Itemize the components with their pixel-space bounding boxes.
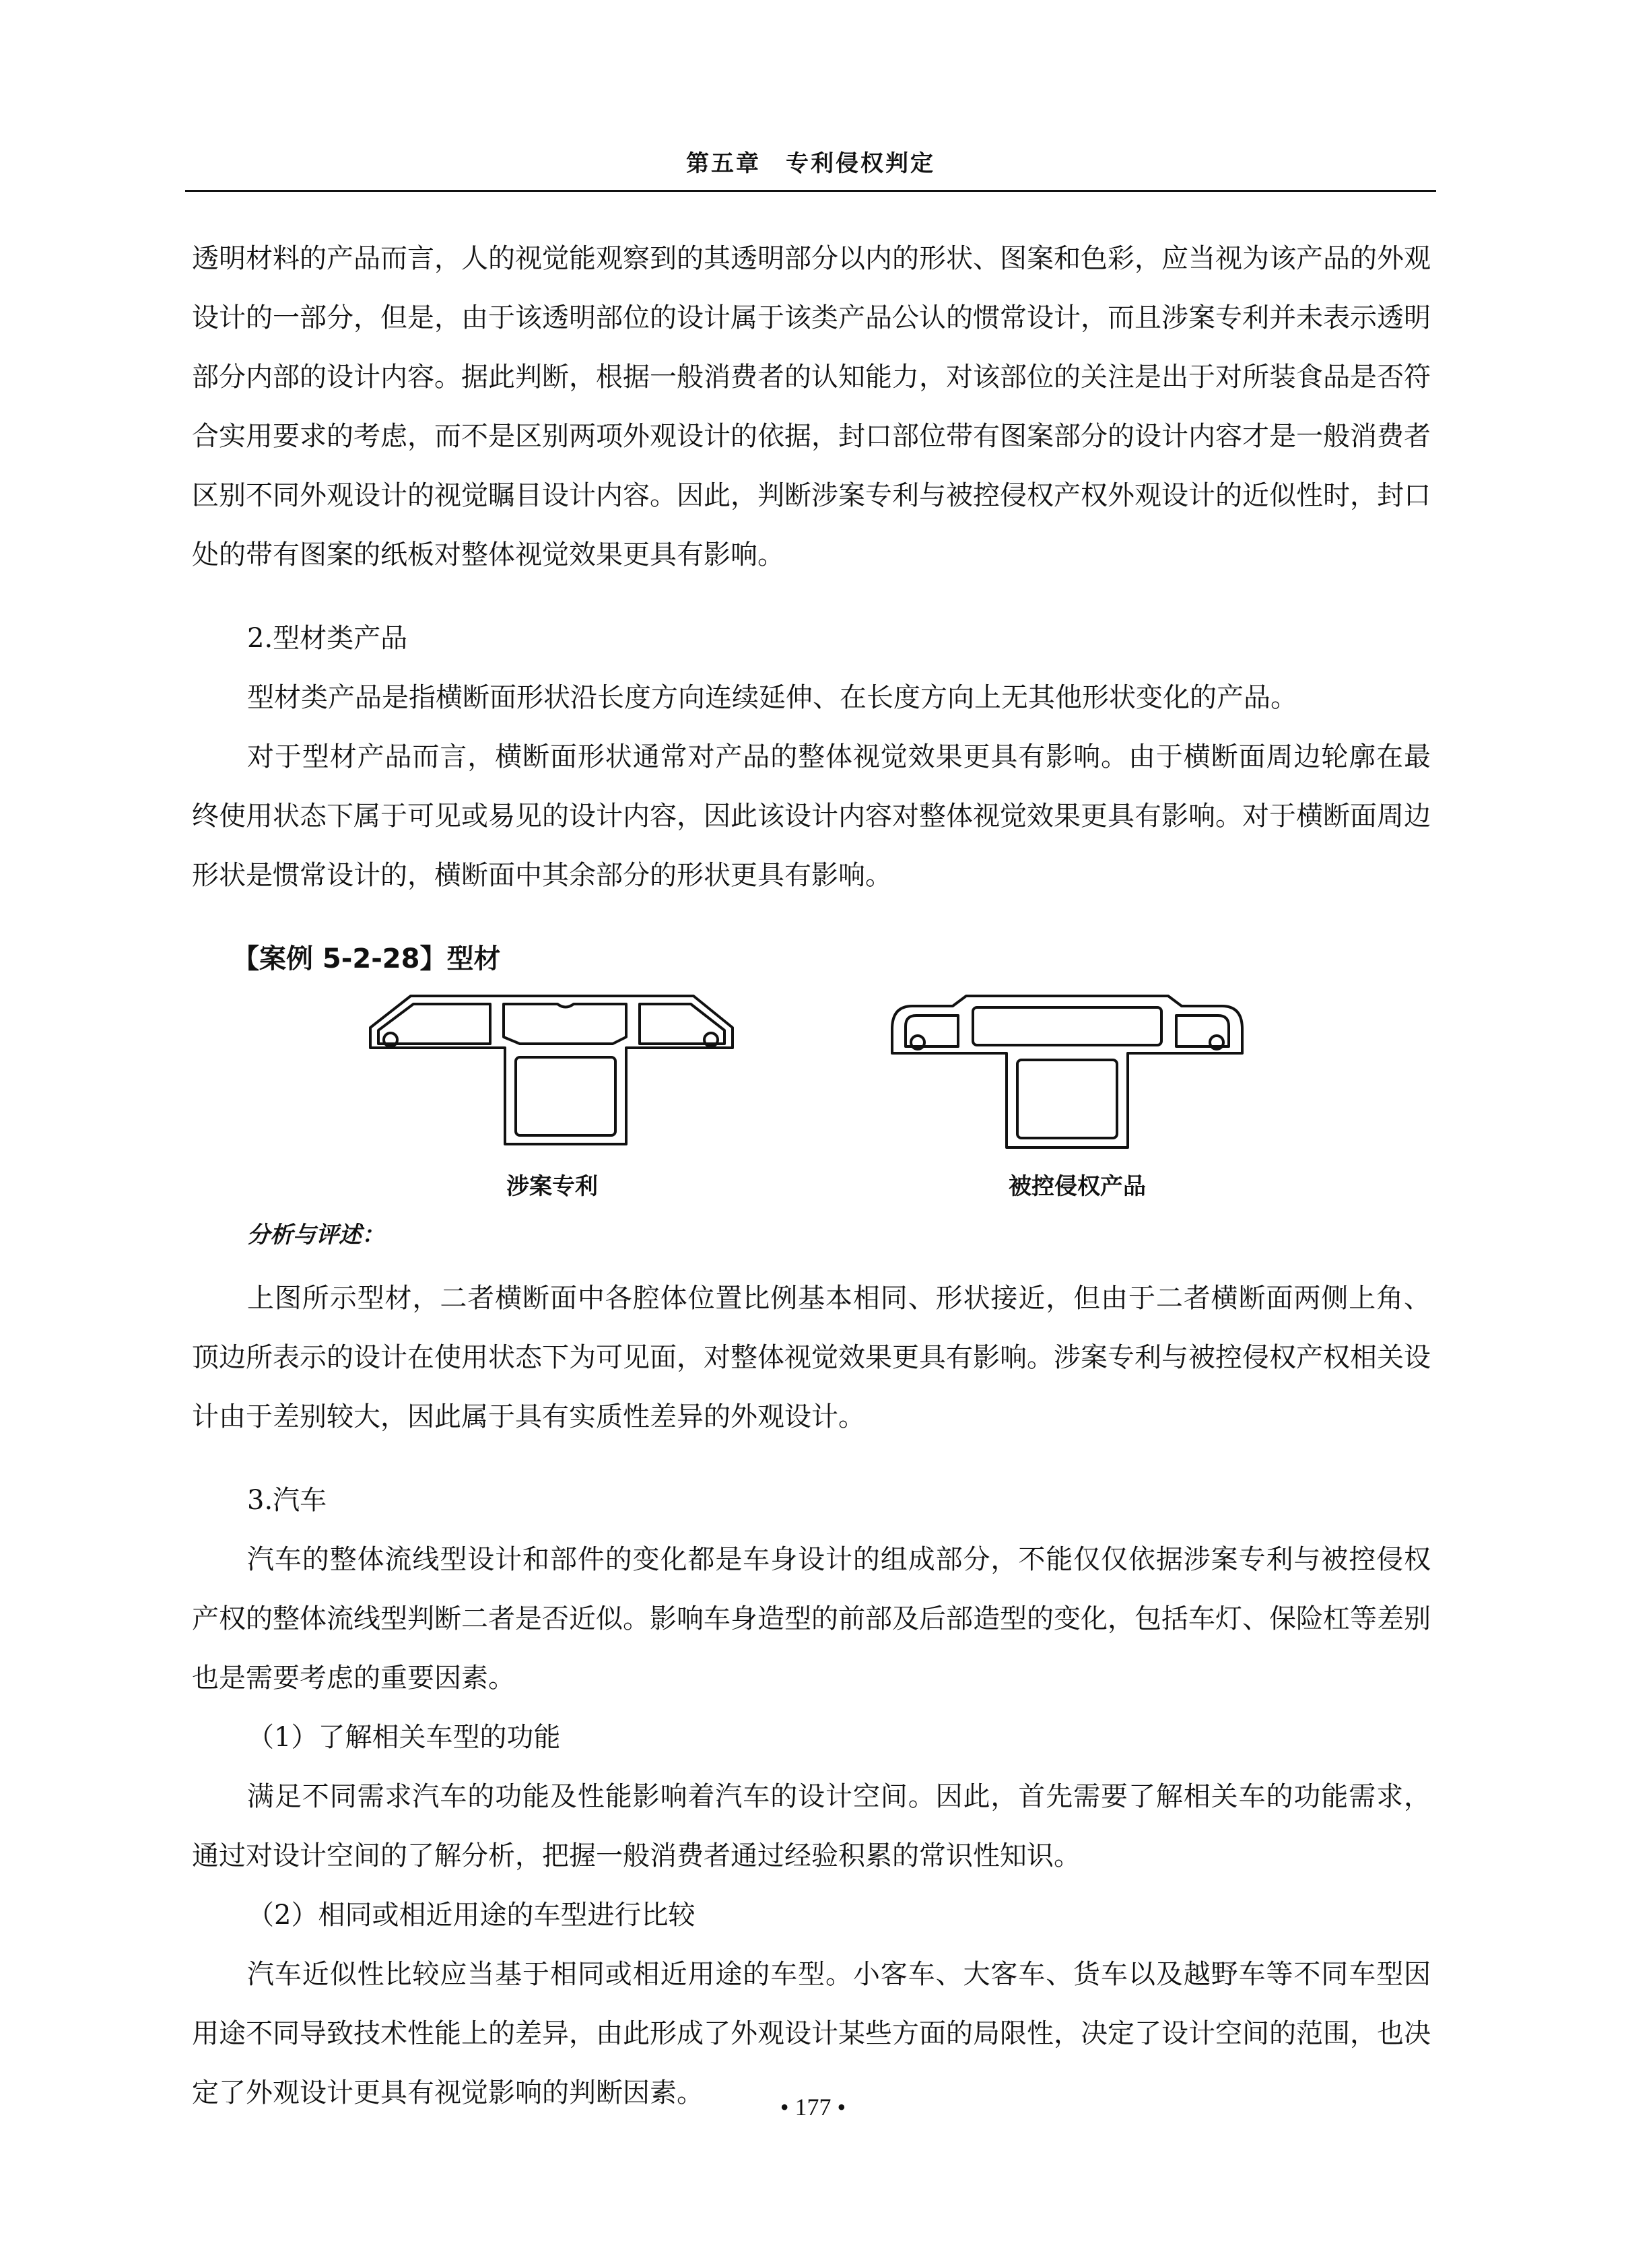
profile-comparison-figure: [192, 993, 1431, 1209]
running-header: 第五章 专利侵权判定: [686, 150, 935, 177]
paragraph-transparent-material: 透明材料的产品而言，人的视觉能观察到的其透明部分以内的形状、图案和色彩，应当视为该产品的外观设计的一部分，但是，由于该透明部位的设计属于该类产品公认的惯常设计，而且涉案专利并未表示透明部分内部的设计内容。据此判断，根据一般消费者的认知能力，对该部位的关注是出于对所装食品是否符合实用要求的考虑，而不是区别两项外观设计的依据，封口部位带有图案部分的设计内容才是一般消费者区别不同外观设计的视觉瞩目设计内容。因此，判断涉案专利与被控侵权产权外观设计的近似性时，封口处的带有图案的纸板对整体视觉效果更具有影响。: [192, 243, 1431, 570]
paragraph-automobile-design: 汽车的整体流线型设计和部件的变化都是车身设计的组成部分，不能仅仅依据涉案专利与被控侵权产权的整体流线型判断二者是否近似。影响车身造型的前部及后部造型的变化，包括车灯、保险杠等差别也是需要考虑的重要因素。: [192, 1544, 1431, 1694]
patent-profile-drawing: [343, 993, 761, 1161]
subheading-vehicle-function: （1）了解相关车型的功能: [247, 1722, 561, 1753]
paragraph-vehicle-function: 满足不同需求汽车的功能及性能影响着汽车的设计空间。因此，首先需要了解相关车的功能需求，通过对设计空间的了解分析，把握一般消费者通过经验积累的常识性知识。: [192, 1781, 1431, 1871]
section-heading-profiles: 2.型材类产品: [247, 623, 408, 654]
paragraph-profile-definition: 型材类产品是指横断面形状沿长度方向连续延伸、在长度方向上无其他形状变化的产品。: [247, 682, 1297, 713]
section-heading-automobiles: 3.汽车: [247, 1485, 327, 1516]
subheading-vehicle-comparison: （2）相同或相近用途的车型进行比较: [247, 1900, 696, 1931]
paragraph-vehicle-comparison: 汽车近似性比较应当基于相同或相近用途的车型。小客车、大客车、货车以及越野车等不同车型因用途不同导致技术性能上的差异，由此形成了外观设计某些方面的局限性，决定了设计空间的范围，也决定了外观设计更具有视觉影响的判断因素。: [192, 1959, 1431, 2108]
analysis-label: 分析与评述：: [247, 1222, 384, 1248]
paragraph-analysis: 上图所示型材，二者横断面中各腔体位置比例基本相同、形状接近，但由于二者横断面两侧上角、顶边所表示的设计在使用状态下为可见面，对整体视觉效果更具有影响。涉案专利与被控侵权产权相关设计由于差别较大，因此属于具有实质性差异的外观设计。: [192, 1283, 1431, 1432]
header-rule: [185, 190, 1436, 192]
page-body: [192, 229, 1431, 2123]
accused-product-profile-drawing: [885, 993, 1269, 1161]
paragraph-profile-cross-section: 对于型材产品而言，横断面形状通常对产品的整体视觉效果更具有影响。由于横断面周边轮廓在最终使用状态下属于可见或易见的设计内容，因此该设计内容对整体视觉效果更具有影响。对于横断面周边形状是惯常设计的，横断面中其余部分的形状更具有影响。: [192, 741, 1431, 891]
patent-caption: 涉案专利: [506, 1173, 598, 1200]
page-number: • 177 •: [780, 2094, 846, 2121]
case-title: 【案例 5-2-28】型材: [232, 943, 501, 974]
accused-product-caption: 被控侵权产品: [1009, 1173, 1146, 1200]
